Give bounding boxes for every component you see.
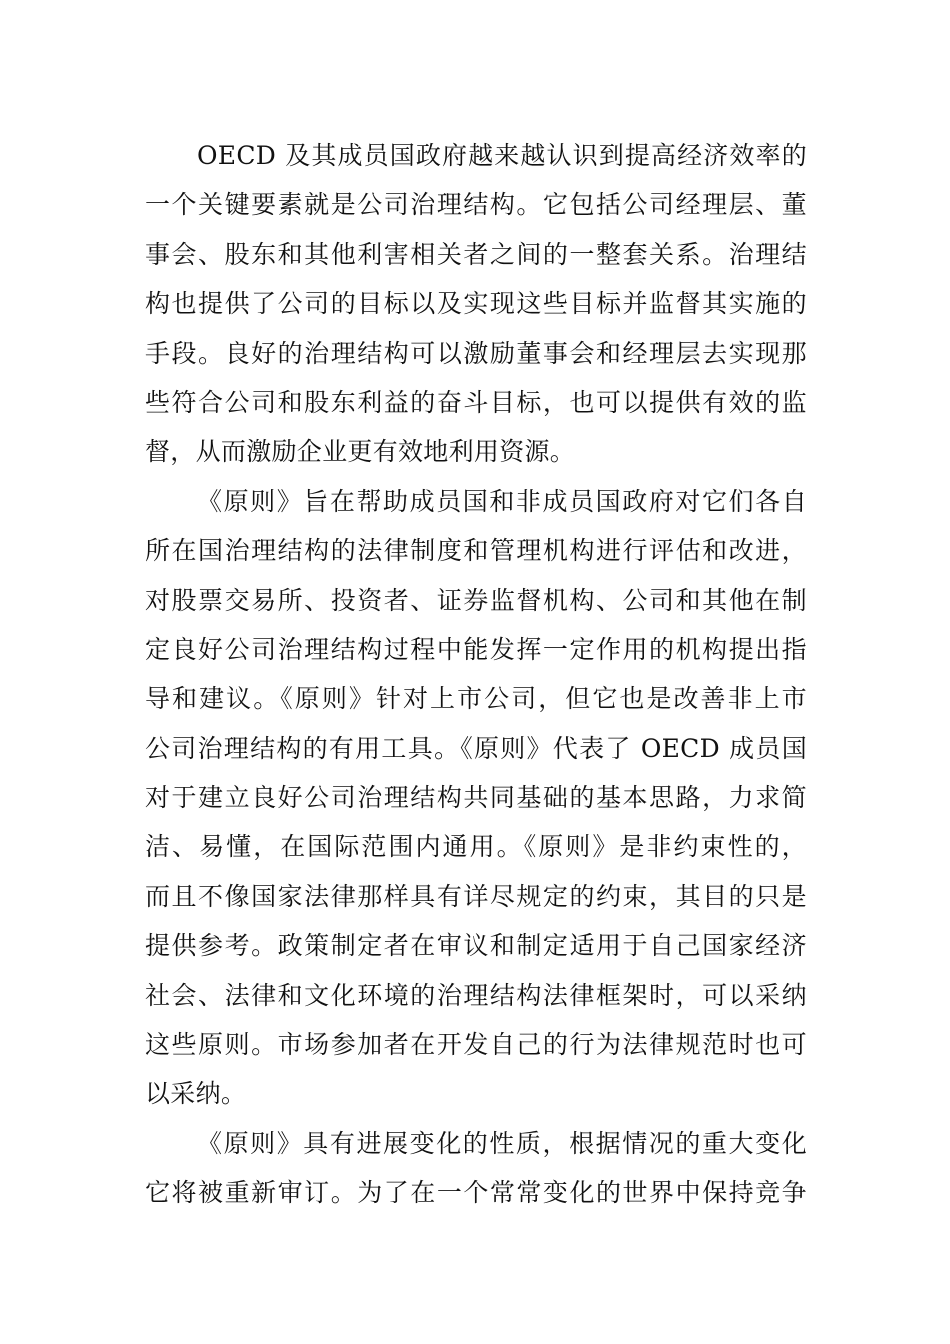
paragraph-1-line-4: 构也提供了公司的目标以及实现这些目标并监督其实施的 <box>145 289 807 319</box>
paragraph-3-line-1: 《原则》具有进展变化的性质，根据情况的重大变化 <box>197 1128 807 1158</box>
paragraph-3 <box>145 1119 807 1218</box>
paragraph-2 <box>145 477 807 1119</box>
paragraph-2-line-4: 定良好公司治理结构过程中能发挥一定作用的机构提出指 <box>145 634 807 664</box>
paragraph-2-line-8: 洁、易懂，在国际范围内通用。《原则》是非约束性的， <box>145 832 807 862</box>
paragraph-1-line-3: 事会、股东和其他利害相关者之间的一整套关系。治理结 <box>145 239 807 269</box>
paragraph-3-line-2: 它将被重新审订。为了在一个常常变化的世界中保持竞争 <box>145 1178 807 1208</box>
paragraph-1-line-2: 一个关键要素就是公司治理结构。它包括公司经理层、董 <box>145 190 807 220</box>
paragraph-2-line-7: 对于建立良好公司治理结构共同基础的基本思路，力求简 <box>145 783 807 813</box>
paragraph-2-line-6: 公司治理结构的有用工具。《原则》代表了 OECD 成员国 <box>145 733 807 763</box>
paragraph-2-line-13: 以采纳。 <box>145 1079 247 1109</box>
paragraph-2-line-9: 而且不像国家法律那样具有详尽规定的约束，其目的只是 <box>145 881 807 911</box>
paragraph-2-line-3: 对股票交易所、投资者、证券监督机构、公司和其他在制 <box>145 585 807 615</box>
paragraph-1-line-5: 手段。良好的治理结构可以激励董事会和经理层去实现那 <box>145 338 807 368</box>
paragraph-2-line-2: 所在国治理结构的法律制度和管理机构进行评估和改进， <box>145 536 807 566</box>
paragraph-1-line-1: OECD 及其成员国政府越来越认识到提高经济效率的 <box>197 141 807 170</box>
paragraph-2-line-10: 提供参考。政策制定者在审议和制定适用于自己国家经济 <box>145 931 807 961</box>
paragraph-2-line-5: 导和建议。《原则》针对上市公司，但它也是改善非上市 <box>145 684 807 714</box>
paragraph-1-line-6: 些符合公司和股东利益的奋斗目标，也可以提供有效的监 <box>145 387 807 417</box>
paragraph-1-line-7: 督，从而激励企业更有效地利用资源。 <box>145 437 576 467</box>
document-body <box>145 131 807 1218</box>
paragraph-1 <box>145 131 807 477</box>
paragraph-2-line-11: 社会、法律和文化环境的治理结构法律框架时，可以采纳 <box>145 980 807 1010</box>
paragraph-2-line-1: 《原则》旨在帮助成员国和非成员国政府对它们各自 <box>197 486 807 516</box>
paragraph-2-line-12: 这些原则。市场参加者在开发自己的行为法律规范时也可 <box>145 1030 807 1060</box>
